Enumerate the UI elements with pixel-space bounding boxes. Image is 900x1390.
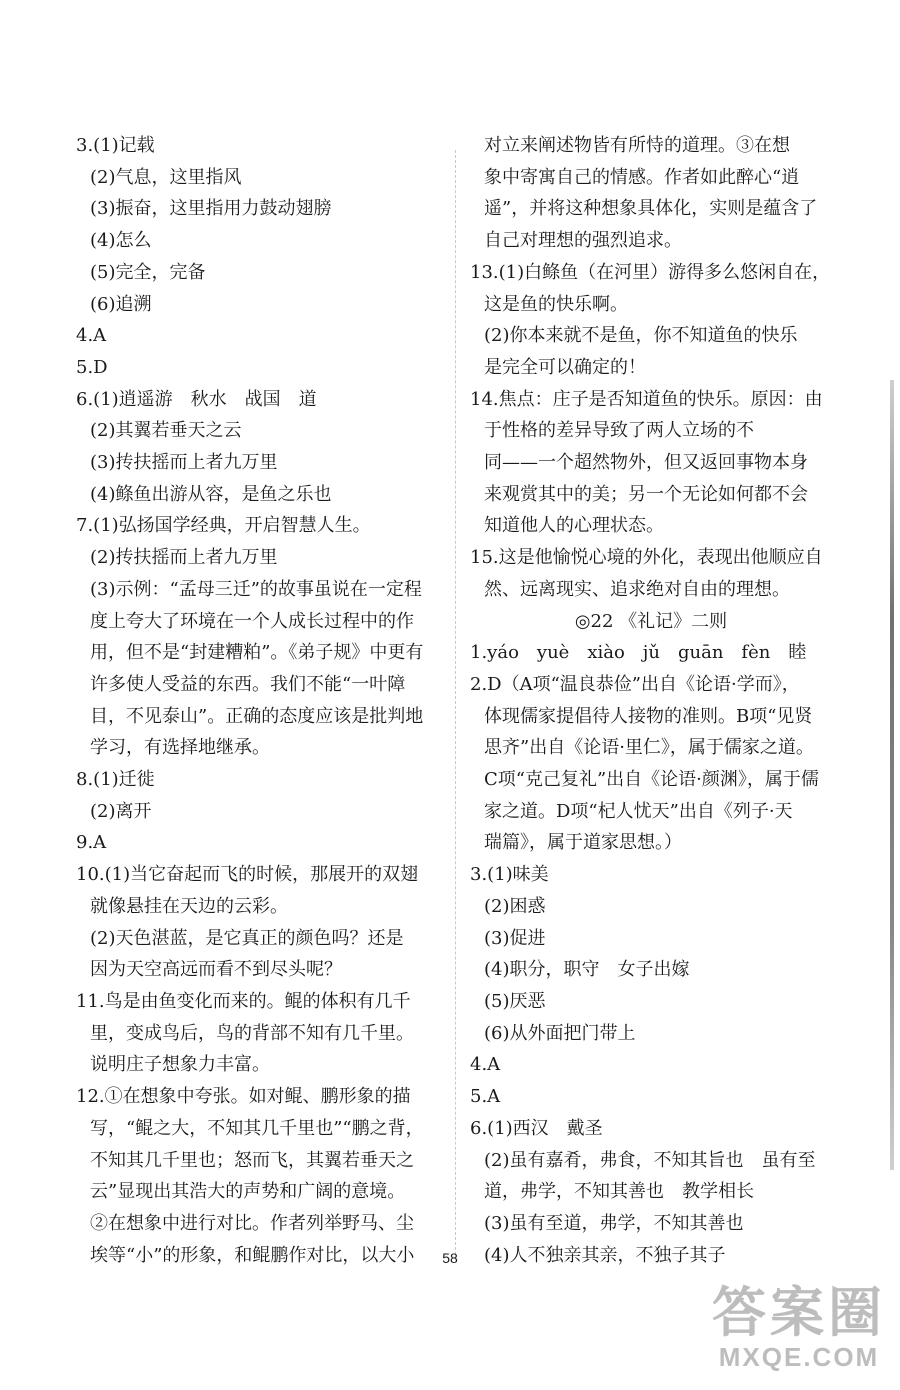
text-line: 就像悬挂在天边的云彩。 xyxy=(90,895,288,917)
text-line: (2)气息，这里指风 xyxy=(90,166,242,188)
text-line: (3)抟扶摇而上者九万里 xyxy=(90,452,278,474)
text-line: 象中寄寓自己的情感。作者如此醉心“逍 xyxy=(484,166,800,188)
column-divider xyxy=(455,150,457,1260)
watermark-top: 答案圈 xyxy=(712,1283,886,1343)
text-line: 5.D xyxy=(76,356,108,378)
text-line: 瑞篇》，属于道家思想。） xyxy=(484,832,682,854)
text-line: 知道他人的心理状态。 xyxy=(484,515,664,537)
text-line: 用，但不是“封建糟粕”。《弟子规》中更有 xyxy=(90,642,424,664)
text-line: 8.(1)迁徙 xyxy=(76,769,155,791)
text-line: 6.(1)逍遥游 秋水 战国 道 xyxy=(76,388,317,410)
text-line: (2)其翼若垂天之云 xyxy=(90,420,242,442)
text-line: (2)离开 xyxy=(90,800,152,822)
text-line: 11.鸟是由鱼变化而来的。鲲的体积有几千 xyxy=(76,990,411,1012)
text-line: 10.(1)当它奋起而飞的时候，那展开的双翅 xyxy=(76,864,419,886)
text-line: (3)振奋，这里指用力鼓动翅膀 xyxy=(90,198,332,220)
text-line: 于性格的差异导致了两人立场的不 xyxy=(484,420,754,442)
text-line: 12.①在想象中夸张。如对鲲、鹏形象的描 xyxy=(76,1086,411,1108)
watermark-bottom: MXQE.COM xyxy=(718,1342,880,1372)
text-line: (6)从外面把门带上 xyxy=(484,1022,636,1044)
text-line: 同——一个超然物外，但又返回事物本身 xyxy=(484,452,808,474)
text-line: 1.yáo yuè xiào jǔ guān fèn 睦 xyxy=(470,642,807,664)
text-line: 6.(1)西汉 戴圣 xyxy=(470,1117,603,1139)
text-line: (3)促进 xyxy=(484,927,546,949)
text-line: 度上夸大了环境在一个人成长过程中的作 xyxy=(90,610,414,632)
text-line: 9.A xyxy=(76,832,107,854)
left-column xyxy=(76,130,438,1271)
text-line: 13.(1)白鲦鱼（在河里）游得多么悠闲自在， xyxy=(470,261,831,283)
text-line: 体现儒家提倡待人接物的准则。B项“见贤 xyxy=(484,705,813,727)
text-line: 说明庄子想象力丰富。 xyxy=(90,1054,270,1076)
text-line: (4)鲦鱼出游从容，是鱼之乐也 xyxy=(90,483,332,505)
text-line: 5.A xyxy=(470,1086,501,1108)
text-line: (4)怎么 xyxy=(90,230,152,252)
text-line: 云”显现出其浩大的声势和广阔的意境。 xyxy=(90,1181,406,1203)
text-line: 自己对理想的强烈追求。 xyxy=(484,230,682,252)
scan-edge-shadow xyxy=(890,380,894,1170)
text-line: 目，不见泰山”。正确的态度应该是批判地 xyxy=(90,705,424,727)
text-line: 道，弗学，不知其善也 教学相长 xyxy=(484,1181,754,1203)
text-line: (2)天色湛蓝，是它真正的颜色吗？还是 xyxy=(90,927,404,949)
text-line: 是完全可以确定的！ xyxy=(484,356,646,378)
section-heading: ◎22 《礼记》二则 xyxy=(574,610,728,632)
text-line: (6)追溯 xyxy=(90,293,152,315)
text-line: (4)职分，职守 女子出嫁 xyxy=(484,959,690,981)
text-line: C项“克己复礼”出自《论语·颜渊》，属于儒 xyxy=(484,769,819,791)
text-line: 许多使人受益的东西。我们不能“一叶障 xyxy=(90,673,406,695)
text-line: 4.A xyxy=(470,1054,501,1076)
text-line: 埃等“小”的形象，和鲲鹏作对比，以大小 xyxy=(90,1244,415,1266)
text-line: 因为天空高远而看不到尽头呢？ xyxy=(90,959,342,981)
text-line: 来观赏其中的美；另一个无论如何都不会 xyxy=(484,483,808,505)
text-line: (3)示例：“孟母三迁”的故事虽说在一定程 xyxy=(90,578,422,600)
text-line: (5)厌恶 xyxy=(484,990,546,1012)
text-line: 7.(1)弘扬国学经典，开启智慧人生。 xyxy=(76,515,371,537)
text-line: 然、远离现实、追求绝对自由的理想。 xyxy=(484,578,790,600)
text-line: (4)人不独亲其亲，不独子其子 xyxy=(484,1244,726,1266)
text-line: (2)虽有嘉肴，弗食，不知其旨也 虽有至 xyxy=(484,1149,816,1171)
text-line: (5)完全，完备 xyxy=(90,261,206,283)
text-line: 对立来阐述物皆有所恃的道理。③在想 xyxy=(484,135,790,156)
text-line: 不知其几千里也；怒而飞，其翼若垂天之 xyxy=(90,1149,414,1171)
text-line: 学习，有选择地继承。 xyxy=(90,737,270,759)
text-line: 家之道。D项“杞人忧天”出自《列子·天 xyxy=(484,800,793,822)
text-line: (2)你本来就不是鱼，你不知道鱼的快乐 xyxy=(484,325,798,347)
text-line: 思齐”出自《论语·里仁》，属于儒家之道。 xyxy=(484,737,814,759)
text-line: ②在想象中进行对比。作者列举野马、尘 xyxy=(90,1212,414,1234)
text-line: 2.D（A项“温良恭俭”出自《论语·学而》， xyxy=(470,673,800,695)
text-line: 这是鱼的快乐啊。 xyxy=(484,293,628,315)
text-line: 写，“鲲之大，不知其几千里也”“鹏之背， xyxy=(90,1117,424,1139)
right-column xyxy=(470,130,832,1271)
text-line: 3.(1)记载 xyxy=(76,135,155,156)
text-line: (3)虽有至道，弗学，不知其善也 xyxy=(484,1212,744,1234)
text-line: (2)抟扶摇而上者九万里 xyxy=(90,547,278,569)
text-line: 里，变成鸟后，鸟的背部不知有几千里。 xyxy=(90,1022,414,1044)
page-number: 58 xyxy=(442,1250,458,1266)
text-line: 3.(1)味美 xyxy=(470,864,549,886)
text-line: 4.A xyxy=(76,325,107,347)
text-line: 15.这是他愉悦心境的外化，表现出他顺应自 xyxy=(470,547,823,569)
text-line: 遥”，并将这种想象具体化，实则是蕴含了 xyxy=(484,198,818,220)
text-line: 14.焦点：庄子是否知道鱼的快乐。原因：由 xyxy=(470,388,823,410)
watermark-logo xyxy=(712,1283,886,1372)
text-line: (2)困惑 xyxy=(484,895,546,917)
